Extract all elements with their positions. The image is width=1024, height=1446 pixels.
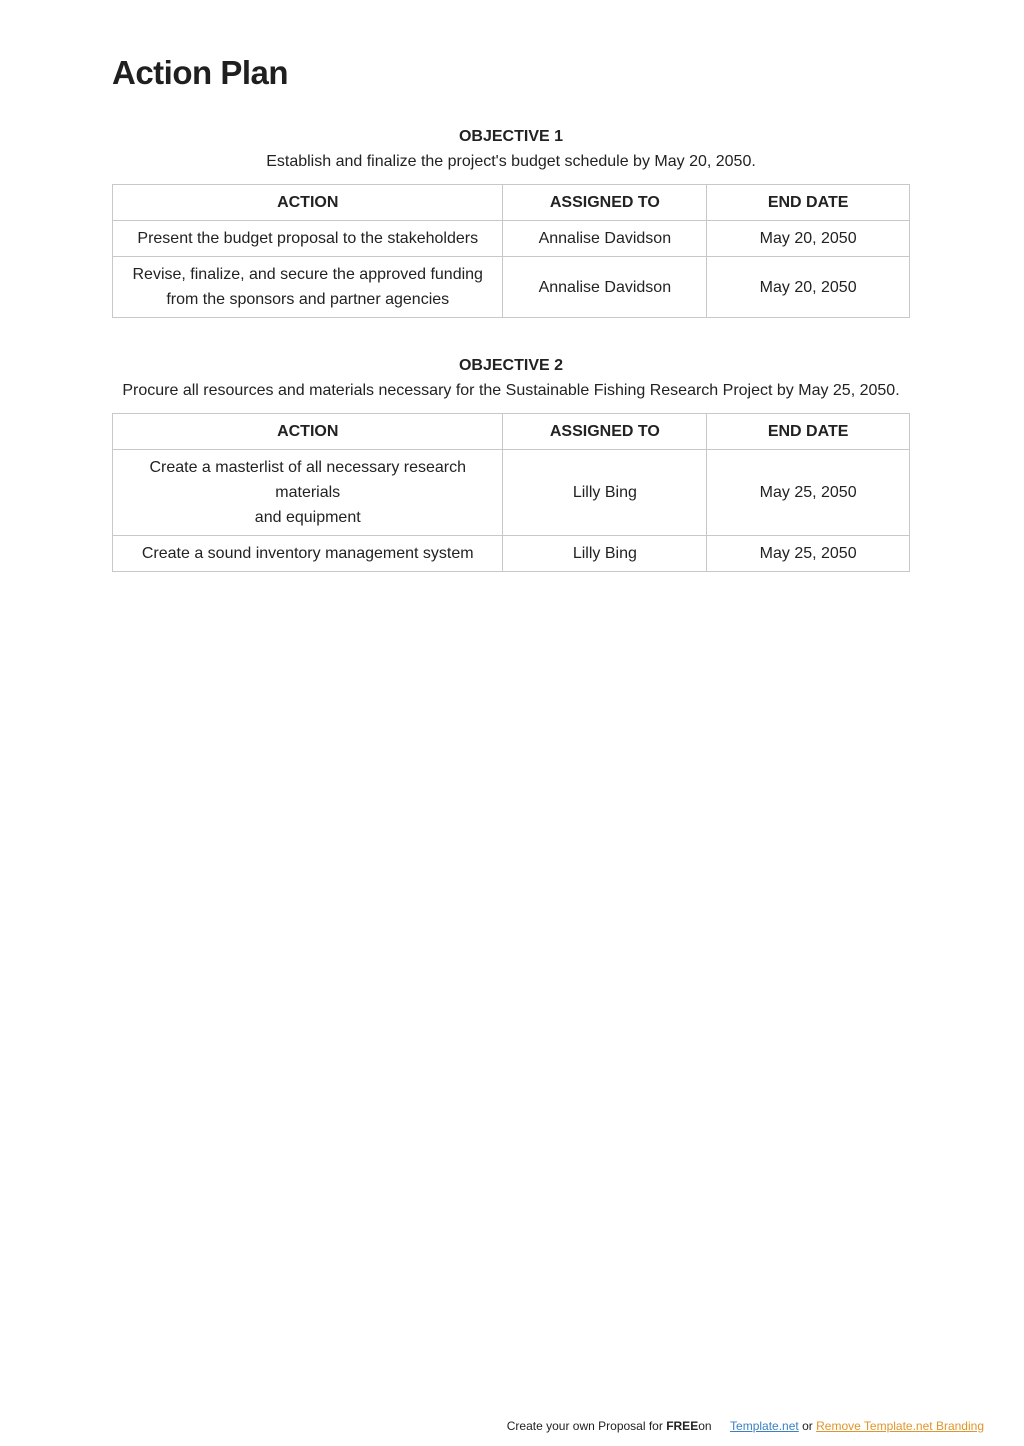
remove-branding-link[interactable]: Remove Template.net Branding [816,1419,984,1433]
header-end-date: END DATE [707,185,910,221]
objective-heading: OBJECTIVE 1 [458,128,564,145]
header-action: ACTION [113,185,503,221]
assigned-cell: Lilly Bing [503,450,707,536]
action-text-continued: and equipment [254,509,361,526]
action-cell [113,221,503,257]
header-action: ACTION [113,414,503,450]
end-date-cell: May 25, 2050 [707,536,910,572]
header-assigned-to: ASSIGNED TO [503,414,707,450]
table-row [113,536,910,572]
action-text: Create a masterlist of all necessary research materials [149,459,467,501]
table-row [113,221,910,257]
page-title: Action Plan [112,54,289,91]
footer-on: on [698,1419,712,1433]
template-net-link[interactable]: Template.net [730,1419,799,1433]
action-text: Create a sound inventory management system [141,545,474,562]
action-text: Revise, finalize, and secure the approved funding [132,266,483,283]
assigned-cell: Annalise Davidson [503,257,707,318]
objective-heading: OBJECTIVE 2 [458,357,564,374]
header-assigned-to: ASSIGNED TO [503,185,707,221]
objective-2-section [112,353,910,572]
objective-1-table [112,184,910,318]
objective-description: Establish and finalize the project's budget schedule by May 20, 2050. [266,153,756,170]
assigned-cell: Annalise Davidson [503,221,707,257]
objective-description: Procure all resources and materials necessary for the Sustainable Fishing Research Project by May 25, 2050. [122,382,900,399]
action-text: Present the budget proposal to the stakeholders [137,230,479,247]
footer-free: FREE [666,1419,699,1433]
action-cell [113,450,503,536]
header-end-date: END DATE [707,414,910,450]
action-text-continued: from the sponsors and partner agencies [166,291,450,308]
footer-branding [507,1419,984,1433]
objective-2-table [112,413,910,572]
action-cell [113,536,503,572]
table-row [113,257,910,318]
end-date-cell: May 25, 2050 [707,450,910,536]
assigned-cell: Lilly Bing [503,536,707,572]
footer-or: or [802,1419,813,1433]
end-date-cell: May 20, 2050 [707,257,910,318]
table-header-row [113,414,910,450]
objective-1-section [112,124,910,318]
table-row [113,450,910,536]
action-cell [113,257,503,318]
table-header-row [113,185,910,221]
end-date-cell: May 20, 2050 [707,221,910,257]
footer-prefix: Create your own Proposal for [506,1419,663,1433]
